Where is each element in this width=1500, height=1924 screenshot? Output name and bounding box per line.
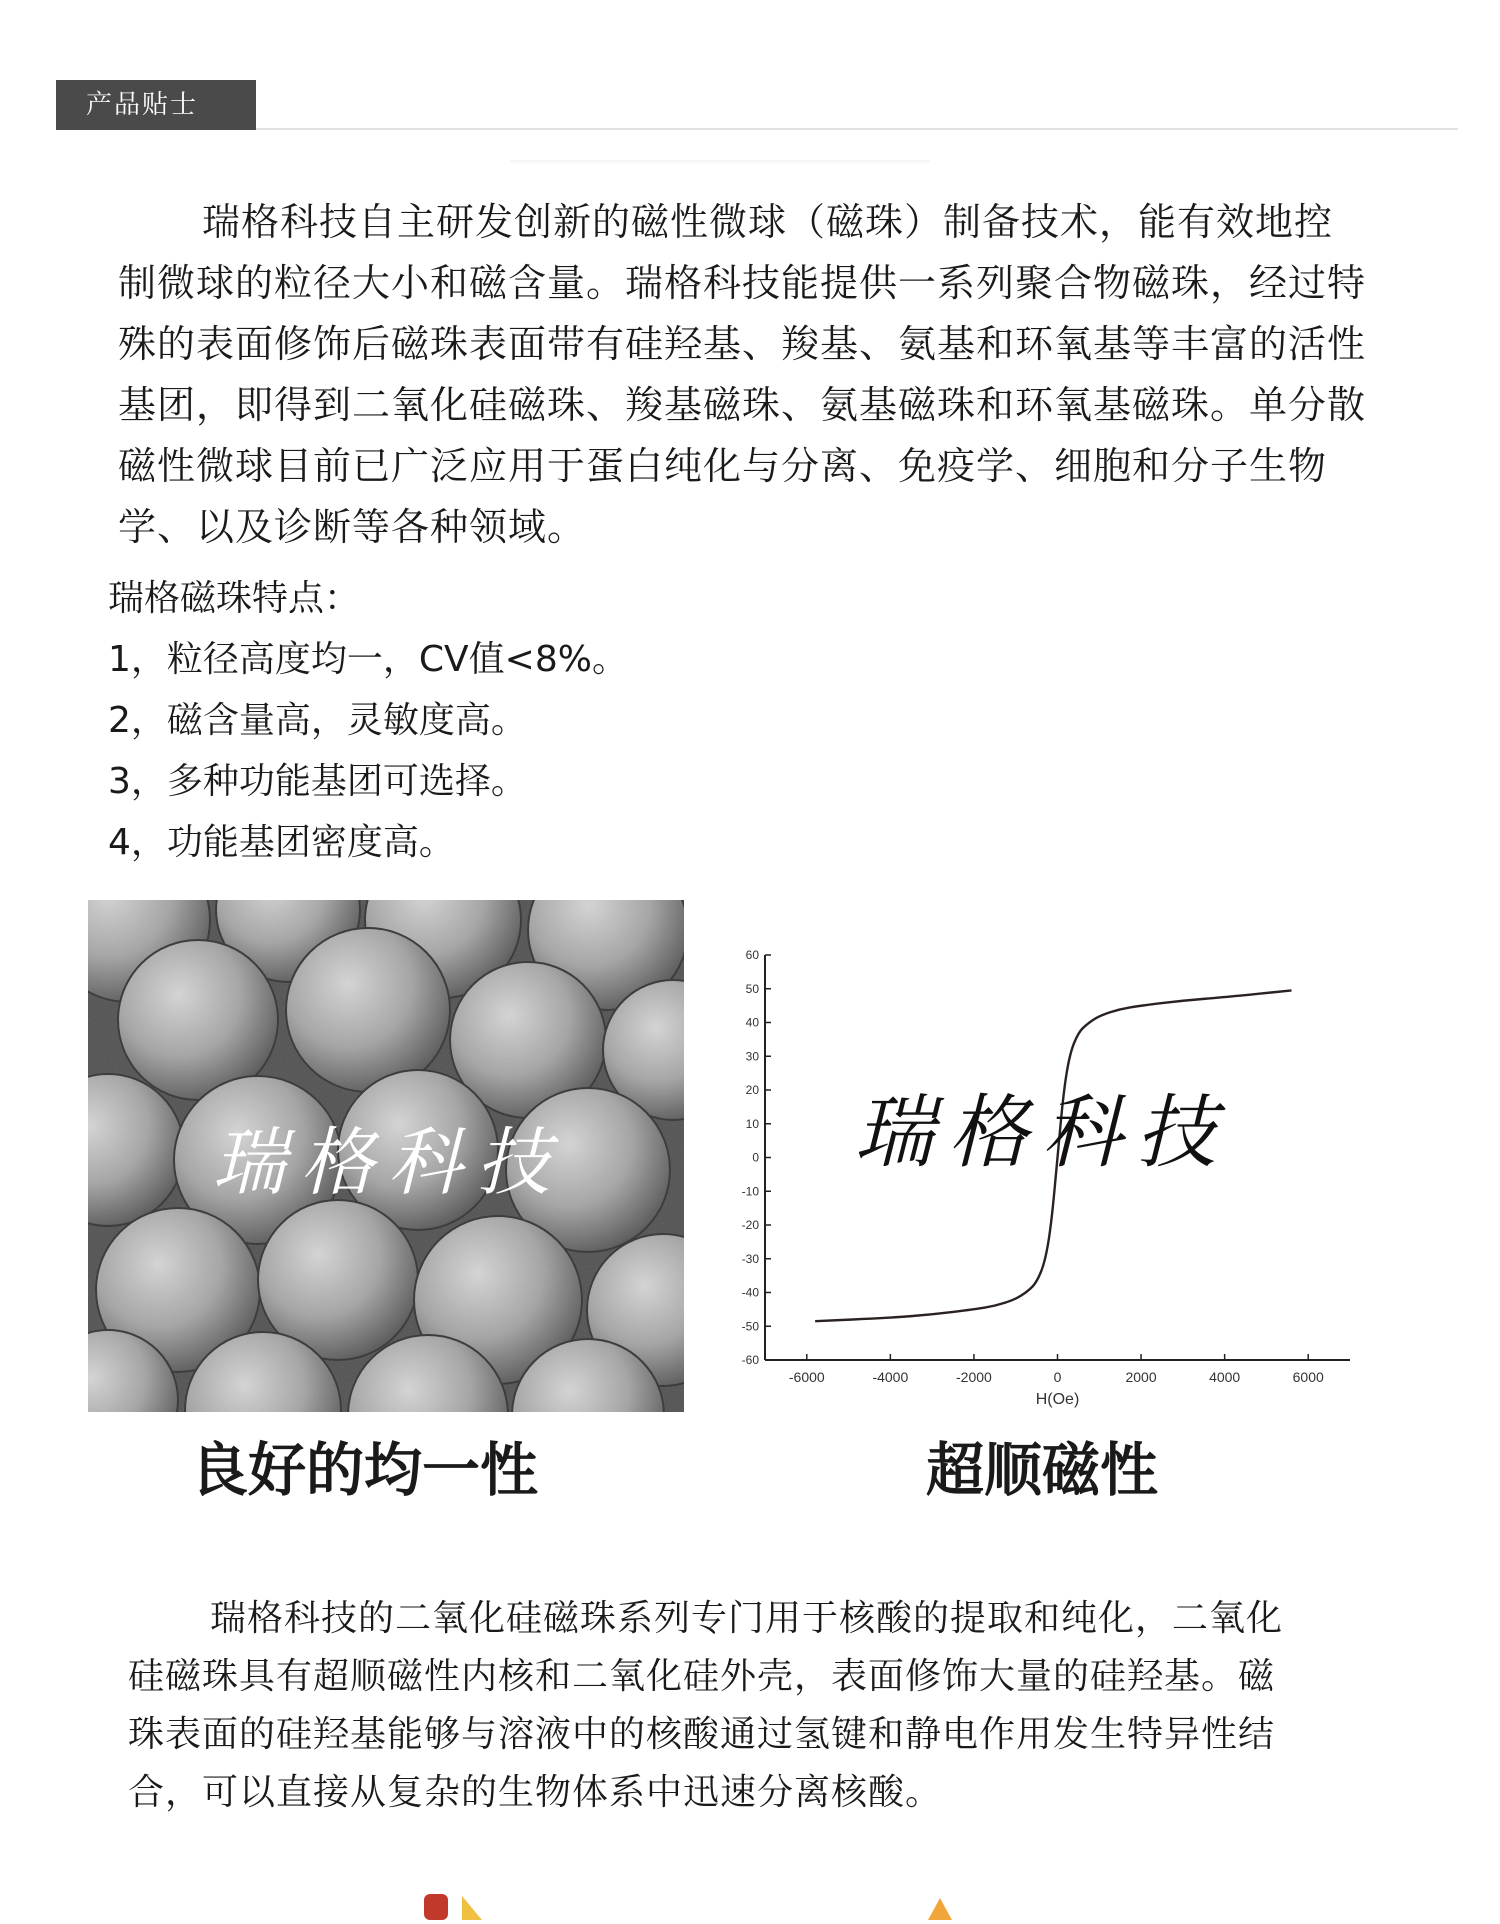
watermark-left: 瑞格科技 (212, 1120, 564, 1206)
chart-y-tick-label: 10 (745, 1116, 759, 1131)
faint-divider (510, 160, 930, 164)
chart-xlabel: H(Oe) (1035, 1391, 1080, 1408)
chart-svg (720, 900, 1354, 1420)
chart-y-tick-label: 40 (745, 1015, 759, 1030)
feature-item: 1，粒径高度均一，CV值<8%。 (108, 639, 628, 680)
orange-leaf-icon (928, 1898, 952, 1920)
yellow-leaf-icon (462, 1896, 482, 1920)
feature-item: 4，功能基团密度高。 (108, 822, 455, 863)
chart-x-tick-label: 0 (1053, 1369, 1062, 1385)
feature-item: 3，多种功能基团可选择。 (108, 761, 527, 802)
chart-y-tick-label: 50 (745, 981, 759, 996)
section-tab-bar (56, 80, 1458, 130)
chart-y-tick-label: -60 (741, 1353, 759, 1367)
features-list (108, 568, 1008, 873)
caption-superparamagnetic: 超顺磁性 (926, 1436, 1159, 1504)
chart-x-tick-label: -2000 (956, 1369, 992, 1385)
feature-item: 2，磁含量高，灵敏度高。 (108, 700, 527, 741)
silica-paragraph: 瑞格科技的二氧化硅磁珠系列专门用于核酸的提取和纯化，二氧化硅磁珠具有超顺磁性内核和二氧化硅外壳，表面修饰大量的硅羟基。磁珠表面的硅羟基能够与溶液中的核酸通过氢键和静电作用发生特异性结合，可以直接从复杂的生物体系中迅速分离核酸。 (128, 1598, 1284, 1813)
chart-y-tick-label: 60 (745, 948, 759, 962)
chart-x-tick-label: 4000 (1209, 1369, 1241, 1385)
watermark-right: 瑞格科技 (854, 1086, 1230, 1179)
chart-y-tick-label: 20 (745, 1083, 759, 1097)
chart-x-tick-label: -6000 (788, 1369, 825, 1385)
bead (286, 928, 450, 1092)
sem-image (88, 900, 684, 1412)
sem-micrograph (88, 900, 684, 1412)
chart-x-tick-label: -4000 (872, 1369, 909, 1385)
chart-y-tick-label: -20 (741, 1218, 759, 1232)
intro-paragraph: 瑞格科技自主研发创新的磁性微球（磁珠）制备技术，能有效地控制微球的粒径大小和磁含量。瑞格科技能提供一系列聚合物磁珠，经过特殊的表面修饰后磁珠表面带有硅羟基、羧基、氨基和环氧基等丰富的活性基团，即得到二氧化硅磁珠、羧基磁珠、氨基磁珠和环氧基磁珠。单分散磁性微球目前已广泛应用于蛋白纯化与分离、免疫学、细胞和分子生物学、以及诊断等各种领域。 (118, 200, 1367, 549)
chart-y-tick-label: -10 (741, 1184, 759, 1199)
chart-x-tick-label: 2000 (1125, 1369, 1157, 1385)
chart-x-tick-label: 6000 (1292, 1369, 1324, 1385)
tab-divider (256, 128, 1458, 130)
chart-y-tick-label: -40 (741, 1285, 759, 1300)
magnetization-chart (720, 900, 1354, 1420)
chart-y-tick-label: -30 (741, 1251, 759, 1266)
chart-y-tick-label: 30 (745, 1049, 759, 1064)
section-tab-title: 产品贴士 (56, 80, 256, 130)
caption-uniformity: 良好的均一性 (190, 1436, 539, 1504)
bottom-decoration (420, 1888, 980, 1920)
chart-y-tick-label: 0 (752, 1150, 759, 1165)
features-heading: 瑞格磁珠特点： (108, 578, 361, 619)
chart-y-tick-label: -50 (741, 1319, 759, 1334)
red-badge-icon (424, 1894, 448, 1920)
